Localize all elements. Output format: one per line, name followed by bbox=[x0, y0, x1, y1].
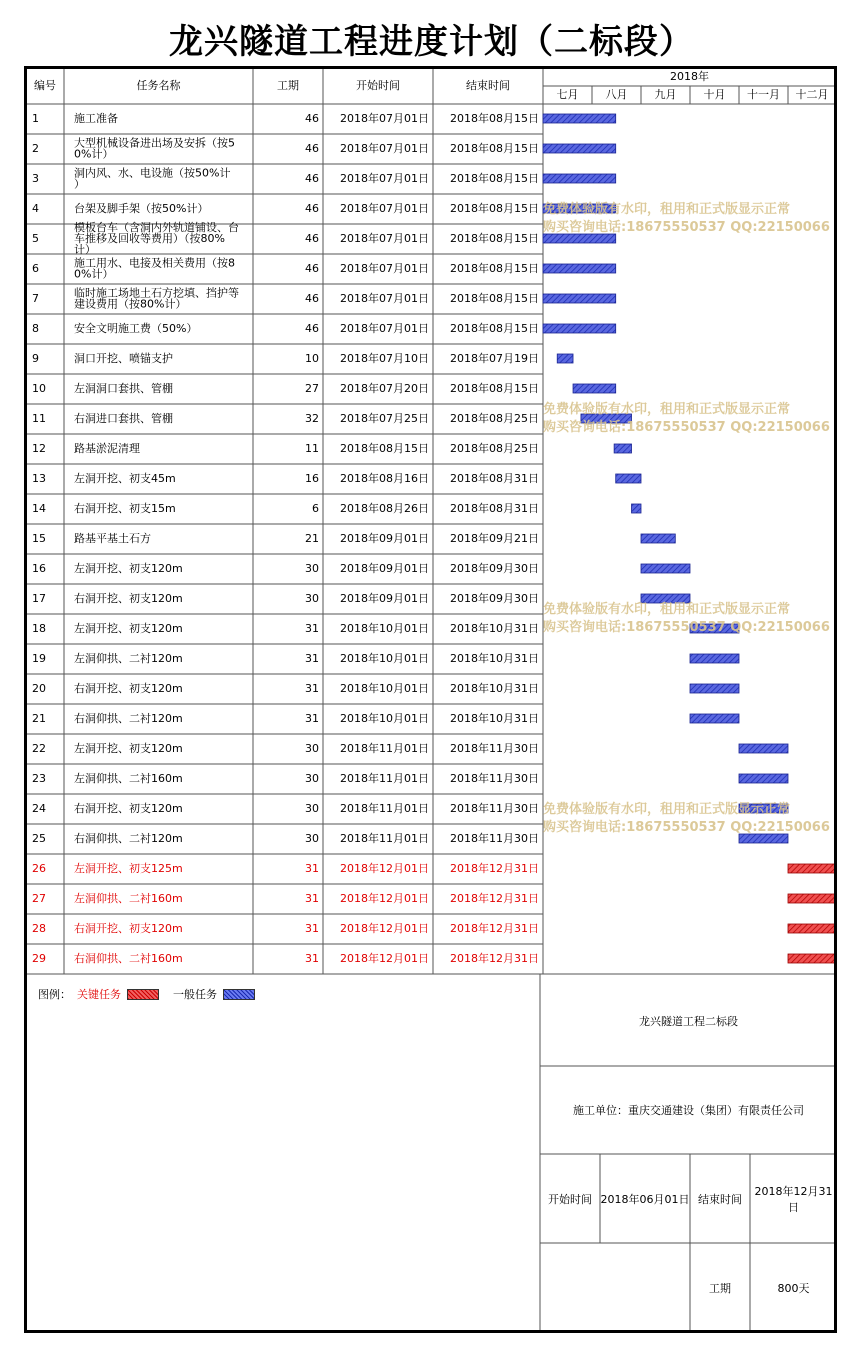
task-no: 26 bbox=[32, 862, 46, 875]
task-start: 2018年07月01日 bbox=[340, 322, 429, 335]
task-end: 2018年07月19日 bbox=[450, 352, 539, 365]
task-no: 13 bbox=[32, 472, 46, 485]
legend-normal-label: 一般任务 bbox=[173, 988, 217, 1001]
task-name: 左洞开挖、初支120m bbox=[74, 562, 183, 575]
task-no: 21 bbox=[32, 712, 46, 725]
task-start: 2018年10月01日 bbox=[340, 682, 429, 695]
task-no: 16 bbox=[32, 562, 46, 575]
task-no: 15 bbox=[32, 532, 46, 545]
task-name: 右洞开挖、初支15m bbox=[74, 502, 176, 515]
task-name: 大型机械设备进出场及安拆（按5 0%计） bbox=[74, 136, 235, 161]
header-no: 编号 bbox=[34, 79, 56, 92]
task-duration: 32 bbox=[305, 412, 319, 425]
task-end: 2018年08月15日 bbox=[450, 232, 539, 245]
task-name: 安全文明施工费（50%） bbox=[74, 322, 198, 335]
task-end: 2018年08月15日 bbox=[450, 112, 539, 125]
task-end: 2018年09月30日 bbox=[450, 592, 539, 605]
task-name: 右洞仰拱、二衬120m bbox=[74, 712, 183, 725]
task-name: 右洞进口套拱、管棚 bbox=[74, 412, 173, 425]
task-start: 2018年07月01日 bbox=[340, 262, 429, 275]
info-end-value: 2018年12月31日 bbox=[754, 1184, 833, 1214]
task-start: 2018年10月01日 bbox=[340, 712, 429, 725]
task-duration: 46 bbox=[305, 262, 319, 275]
task-duration: 46 bbox=[305, 172, 319, 185]
task-duration: 27 bbox=[305, 382, 319, 395]
task-end: 2018年08月15日 bbox=[450, 322, 539, 335]
task-no: 1 bbox=[32, 112, 39, 125]
header-task-name: 任务名称 bbox=[136, 79, 181, 92]
task-duration: 30 bbox=[305, 832, 319, 845]
task-no: 11 bbox=[32, 412, 46, 425]
task-name: 左洞仰拱、二衬160m bbox=[74, 772, 183, 785]
task-no: 14 bbox=[32, 502, 46, 515]
task-duration: 11 bbox=[305, 442, 319, 455]
task-end: 2018年08月15日 bbox=[450, 382, 539, 395]
task-end: 2018年08月25日 bbox=[450, 442, 539, 455]
task-name: 左洞开挖、初支45m bbox=[74, 472, 176, 485]
task-duration: 21 bbox=[305, 532, 319, 545]
watermark-line1: 免费体验版有水印，租用和正式版显示正常 bbox=[543, 402, 791, 417]
task-no: 10 bbox=[32, 382, 46, 395]
task-start: 2018年11月01日 bbox=[340, 742, 429, 755]
header-month: 九月 bbox=[654, 88, 677, 101]
task-no: 18 bbox=[32, 622, 46, 635]
task-end: 2018年11月30日 bbox=[450, 802, 539, 815]
task-duration: 31 bbox=[305, 652, 319, 665]
task-duration: 46 bbox=[305, 202, 319, 215]
task-end: 2018年09月21日 bbox=[450, 532, 539, 545]
task-name: 右洞开挖、初支120m bbox=[74, 592, 183, 605]
task-end: 2018年10月31日 bbox=[450, 622, 539, 635]
task-start: 2018年09月01日 bbox=[340, 592, 429, 605]
task-no: 23 bbox=[32, 772, 46, 785]
task-no: 6 bbox=[32, 262, 39, 275]
task-start: 2018年07月20日 bbox=[340, 382, 429, 395]
task-duration: 31 bbox=[305, 892, 319, 905]
legend-normal-swatch bbox=[223, 989, 255, 1000]
task-start: 2018年07月10日 bbox=[340, 352, 429, 365]
legend bbox=[38, 986, 255, 1002]
task-name: 路基淤泥清理 bbox=[74, 442, 140, 455]
task-start: 2018年07月01日 bbox=[340, 172, 429, 185]
task-start: 2018年07月01日 bbox=[340, 202, 429, 215]
task-no: 27 bbox=[32, 892, 46, 905]
header-start: 开始时间 bbox=[356, 79, 400, 92]
info-duration-value: 800天 bbox=[777, 1282, 810, 1295]
task-name: 洞口开挖、喷锚支护 bbox=[74, 352, 173, 365]
header-month: 十月 bbox=[703, 88, 726, 101]
header-month: 十一月 bbox=[747, 88, 780, 101]
task-no: 22 bbox=[32, 742, 46, 755]
task-end: 2018年10月31日 bbox=[450, 652, 539, 665]
watermark-line1: 免费体验版有水印，租用和正式版显示正常 bbox=[543, 202, 791, 217]
task-start: 2018年07月01日 bbox=[340, 292, 429, 305]
task-start: 2018年10月01日 bbox=[340, 622, 429, 635]
task-name: 左洞仰拱、二衬160m bbox=[74, 892, 183, 905]
task-name: 模板台车（含洞内外轨道铺设、台车推移及回收等费用）（按80%计） bbox=[74, 221, 239, 256]
task-start: 2018年08月16日 bbox=[340, 472, 429, 485]
task-start: 2018年12月01日 bbox=[340, 922, 429, 935]
task-end: 2018年11月30日 bbox=[450, 772, 539, 785]
page-title: 龙兴隧道工程进度计划（二标段） bbox=[169, 22, 694, 62]
task-end: 2018年12月31日 bbox=[450, 862, 539, 875]
task-name: 左洞开挖、初支120m bbox=[74, 742, 183, 755]
task-duration: 30 bbox=[305, 592, 319, 605]
task-duration: 31 bbox=[305, 862, 319, 875]
task-start: 2018年09月01日 bbox=[340, 562, 429, 575]
task-duration: 10 bbox=[305, 352, 319, 365]
info-project: 龙兴隧道工程二标段 bbox=[639, 1015, 738, 1028]
task-duration: 46 bbox=[305, 292, 319, 305]
task-duration: 31 bbox=[305, 712, 319, 725]
task-duration: 16 bbox=[305, 472, 319, 485]
task-no: 3 bbox=[32, 172, 39, 185]
task-start: 2018年09月01日 bbox=[340, 532, 429, 545]
task-duration: 31 bbox=[305, 952, 319, 965]
info-start-label: 开始时间 bbox=[548, 1192, 592, 1206]
task-end: 2018年10月31日 bbox=[450, 682, 539, 695]
task-end: 2018年11月30日 bbox=[450, 742, 539, 755]
watermark-line2: 购买咨询电话:18675550537 QQ:22150066 bbox=[543, 420, 830, 435]
task-name: 左洞开挖、初支120m bbox=[74, 622, 183, 635]
info-end-label: 结束时间 bbox=[698, 1192, 742, 1206]
watermark-line2: 购买咨询电话:18675550537 QQ:22150066 bbox=[543, 220, 830, 235]
task-name: 洞内风、水、电设施（按50%计） bbox=[74, 166, 231, 191]
task-end: 2018年12月31日 bbox=[450, 952, 539, 965]
task-no: 12 bbox=[32, 442, 46, 455]
task-start: 2018年11月01日 bbox=[340, 832, 429, 845]
task-duration: 31 bbox=[305, 922, 319, 935]
task-end: 2018年12月31日 bbox=[450, 892, 539, 905]
task-end: 2018年11月30日 bbox=[450, 832, 539, 845]
task-duration: 30 bbox=[305, 772, 319, 785]
task-name: 施工准备 bbox=[74, 112, 118, 125]
task-start: 2018年08月26日 bbox=[340, 502, 429, 515]
task-end: 2018年08月15日 bbox=[450, 172, 539, 185]
task-no: 4 bbox=[32, 202, 39, 215]
task-no: 17 bbox=[32, 592, 46, 605]
task-name: 台架及脚手架（按50%计） bbox=[74, 202, 209, 215]
task-duration: 46 bbox=[305, 232, 319, 245]
watermark-line1: 免费体验版有水印，租用和正式版显示正常 bbox=[543, 602, 791, 617]
task-duration: 31 bbox=[305, 622, 319, 635]
task-start: 2018年11月01日 bbox=[340, 772, 429, 785]
task-no: 24 bbox=[32, 802, 46, 815]
task-duration: 30 bbox=[305, 742, 319, 755]
header-month: 八月 bbox=[605, 88, 628, 101]
task-name: 左洞开挖、初支125m bbox=[74, 862, 183, 875]
task-name: 右洞开挖、初支120m bbox=[74, 682, 183, 695]
task-no: 2 bbox=[32, 142, 39, 155]
task-start: 2018年12月01日 bbox=[340, 952, 429, 965]
watermark-line2: 购买咨询电话:18675550537 QQ:22150066 bbox=[543, 820, 830, 835]
task-end: 2018年10月31日 bbox=[450, 712, 539, 725]
task-name: 右洞仰拱、二衬120m bbox=[74, 832, 183, 845]
task-start: 2018年07月01日 bbox=[340, 232, 429, 245]
info-unit: 施工单位：重庆交通建设（集团）有限责任公司 bbox=[573, 1104, 804, 1117]
task-no: 20 bbox=[32, 682, 46, 695]
task-name: 左洞仰拱、二衬120m bbox=[74, 652, 183, 665]
task-no: 28 bbox=[32, 922, 46, 935]
task-duration: 30 bbox=[305, 802, 319, 815]
task-end: 2018年08月15日 bbox=[450, 262, 539, 275]
task-no: 19 bbox=[32, 652, 46, 665]
task-start: 2018年07月01日 bbox=[340, 142, 429, 155]
task-start: 2018年12月01日 bbox=[340, 862, 429, 875]
task-start: 2018年10月01日 bbox=[340, 652, 429, 665]
task-name: 临时施工场地土石方挖填、挡护等建设费用（按80%计） bbox=[74, 286, 239, 311]
task-duration: 31 bbox=[305, 682, 319, 695]
task-no: 29 bbox=[32, 952, 46, 965]
task-end: 2018年12月31日 bbox=[450, 922, 539, 935]
task-name: 右洞仰拱、二衬160m bbox=[74, 952, 183, 965]
task-start: 2018年07月25日 bbox=[340, 412, 429, 425]
task-end: 2018年08月31日 bbox=[450, 472, 539, 485]
task-end: 2018年08月25日 bbox=[450, 412, 539, 425]
legend-critical-swatch bbox=[127, 989, 159, 1000]
info-duration-label: 工期 bbox=[709, 1282, 731, 1295]
task-name: 施工用水、电接及相关费用（按8 0%计） bbox=[74, 256, 235, 281]
task-name: 右洞开挖、初支120m bbox=[74, 922, 183, 935]
info-start-value: 2018年06月01日 bbox=[600, 1192, 690, 1206]
task-no: 25 bbox=[32, 832, 46, 845]
task-duration: 46 bbox=[305, 322, 319, 335]
task-end: 2018年09月30日 bbox=[450, 562, 539, 575]
task-end: 2018年08月15日 bbox=[450, 142, 539, 155]
task-name: 左洞洞口套拱、管棚 bbox=[74, 382, 173, 395]
task-duration: 30 bbox=[305, 562, 319, 575]
task-start: 2018年11月01日 bbox=[340, 802, 429, 815]
task-no: 9 bbox=[32, 352, 39, 365]
header-year: 2018年 bbox=[670, 70, 709, 83]
task-end: 2018年08月15日 bbox=[450, 292, 539, 305]
task-duration: 6 bbox=[312, 502, 319, 515]
task-duration: 46 bbox=[305, 142, 319, 155]
header-end: 结束时间 bbox=[466, 79, 510, 92]
watermark-line2: 购买咨询电话:18675550537 QQ:22150066 bbox=[543, 620, 830, 635]
task-end: 2018年08月31日 bbox=[450, 502, 539, 515]
task-duration: 46 bbox=[305, 112, 319, 125]
legend-label: 图例： bbox=[38, 988, 71, 1001]
header-month: 十二月 bbox=[795, 88, 829, 101]
legend-critical-label: 关键任务 bbox=[77, 988, 121, 1001]
task-no: 5 bbox=[32, 232, 39, 245]
task-start: 2018年07月01日 bbox=[340, 112, 429, 125]
task-start: 2018年08月15日 bbox=[340, 442, 429, 455]
task-no: 8 bbox=[32, 322, 39, 335]
task-no: 7 bbox=[32, 292, 39, 305]
header-month: 七月 bbox=[556, 88, 579, 101]
header-duration: 工期 bbox=[277, 79, 299, 92]
task-name: 右洞开挖、初支120m bbox=[74, 802, 183, 815]
task-end: 2018年08月15日 bbox=[450, 202, 539, 215]
task-name: 路基平基土石方 bbox=[74, 532, 151, 545]
task-start: 2018年12月01日 bbox=[340, 892, 429, 905]
watermark-line1: 免费体验版有水印，租用和正式版显示正常 bbox=[543, 802, 791, 817]
